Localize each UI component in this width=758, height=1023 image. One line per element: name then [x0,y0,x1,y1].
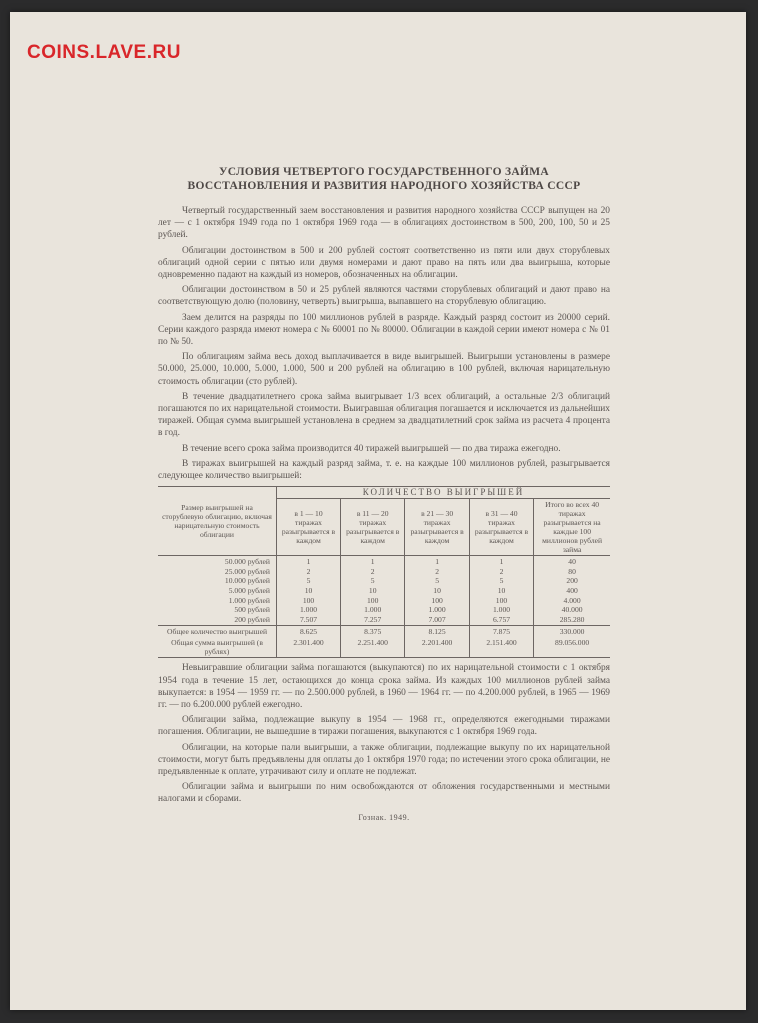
paragraph: Четвертый государственный заем восстановления и развития народного хозяйства СССР выпущен на 20 лет — с 1 октября 1949 года по 1 октября 1969 года — в облигациях достоинством в 500, 200, 100, 50 и 25 рублей. [158,206,610,241]
paragraph: Заем делится на разряды по 100 миллионов рублей в разряде. Каждый разряд состоит из 20000 серий. Серии каждого разряда имеют номера с № 60001 по № 80000. Облигации в каждой серии имеют номера с № 01 по № 50. [158,312,610,348]
prize-table [158,486,610,658]
table-cell: 80 [568,566,576,576]
table-cell: 100 [302,595,315,605]
table-cell: 10 [497,586,506,596]
table-cell: 5 [499,576,504,586]
table-cell: 2.151.400 [469,637,533,658]
table-cell: 1.000 [428,605,446,615]
paragraph: В тиражах выигрышей на каждый разряд займа, т. е. на каждые 100 миллионов рублей, разыгрывается следующее количество выигрышей: [158,458,610,482]
column-total-values [534,556,610,626]
table-cell: 10 [433,586,441,596]
prize-size: 500 рублей [234,605,270,615]
bond-paper [10,12,746,1010]
prize-size: 25.000 рублей [224,566,270,576]
table-cell: 40.000 [561,605,583,615]
table-cell: 200 [566,576,578,586]
column-header: в 11 — 20 тиражах разыгрывается в каждом [341,499,405,556]
table-cell: 40 [568,557,576,567]
column-4-values [469,556,533,626]
table-cell: 2 [499,566,504,576]
table-cell: 7.007 [428,614,446,624]
table-cell: 1 [435,557,439,567]
total-count-label: Общее количество выигрышей [166,627,268,637]
table-cell: 10 [304,586,313,596]
paragraph: Облигации займа и выигрыши по ним освобождаются от обложения государственными и местными налогами и сборами. [158,782,610,805]
column-header: в 21 — 30 тиражах разыгрывается в каждом [405,499,469,556]
table-cell: 8.375 [341,626,405,638]
table-cell: 2.201.400 [405,637,469,658]
paragraph: Облигации, на которые пали выигрыши, а также облигации, подлежащие выкупу по их нарицательной стоимости, могут быть предъявлены для оплаты до 1 октября 1970 года; по истечении этого срока облигации, не предъявленные к оплате, утрачивают силу и оплате не подлежат. [158,742,610,778]
table-cell: 100 [431,595,443,605]
table-cell: 6.757 [492,614,511,624]
table-cell: 2.251.400 [341,637,405,658]
table-cell: 1.000 [364,605,382,615]
prize-count-header: КОЛИЧЕСТВО ВЫИГРЫШЕЙ [277,487,611,499]
paragraph: По облигациям займа весь доход выплачивается в виде выигрышей. Выигрыши установлены в размере 50.000, 25.000, 10.000, 5.000, 1.000, 500 и 200 рублей на облигацию в 100 рублей, включая нарицательную стоимость облигации (сто рублей). [158,352,610,387]
column-1-values [277,556,341,626]
table-cell: 285.280 [559,614,585,624]
table-cell: 7.507 [299,614,318,624]
column-2-values [341,556,405,626]
bond-conditions [158,165,610,824]
table-cell: 1 [499,557,504,567]
table-cell: 4.000 [563,595,581,605]
table-cell: 8.125 [405,626,469,638]
table-cell: 2.301.400 [277,637,341,658]
column-3-values [405,556,469,626]
table-cell: 2 [370,566,375,576]
column-header: Итого во всех 40 тиражах разыгрывается на каждые 100 миллионов рублей займа [534,499,610,556]
prize-size: 200 рублей [234,614,270,624]
table-cell: 400 [566,586,578,596]
paragraph: Невыигравшие облигации займа погашаются (выкупаются) по их нарицательной стоимости с 1 октября 1954 года в течение 15 лет, остающихся до конца срока займа. Из каждых 100 миллионов рублей займа выкупается: в 1954 — 1959 гг. — по 2.500.000 рублей, в 1960 — 1964 гг. — по 4.200.000 рублей, в 1965 — 1969 гг. — по 6.200.000 рублей ежегодно. [158,663,610,711]
table-cell: 100 [495,595,508,605]
prize-size: 1.000 рублей [228,595,270,605]
table-cell: 1 [370,557,375,567]
table-cell: 100 [367,595,379,605]
table-cell: 1 [306,557,311,567]
title-line-2: ВОССТАНОВЛЕНИЯ И РАЗВИТИЯ НАРОДНОГО ХОЗЯЙСТВА СССР [187,180,581,192]
title-line-1: УСЛОВИЯ ЧЕТВЕРТОГО ГОСУДАРСТВЕННОГО ЗАЙМА [218,166,550,178]
page-title [158,165,610,193]
table-cell: 5 [306,576,311,586]
table-cell: 2 [306,566,311,576]
paragraph: Облигации займа, подлежащие выкупу в 1954 — 1968 гг., определяются ежегодными тиражами погашения. Облигации, не вышедшие в тиражи погашения, выкупаются с 1 октября 1969 года. [158,715,610,738]
prize-sizes [158,556,277,626]
paragraph: В течение двадцатилетнего срока займа выигрывает 1/3 всех облигаций, а остальные 2/3 облигаций погашаются по их нарицательной стоимости. Выигравшая облигация погашается и исключается из дальнейших тиражей. Общая сумма выигрышей установлена в среднем за двадцатилетний срок займа из расчета 4 процента в год. [158,391,610,439]
table-cell: 5 [370,576,375,586]
prize-size: 5.000 рублей [228,586,270,596]
table-cell: 2 [435,566,439,576]
watermark-logo: COINS.LAVE.RU [27,42,181,63]
table-cell: 1.000 [299,605,318,615]
table-cell: 89.056.000 [534,637,610,658]
table-cell: 1.000 [492,605,511,615]
paragraph: Облигации достоинством в 50 и 25 рублей являются частями сторублевых облигаций и дают право на соответствующую долю (половину, четверть) выигрыша, выпавшего на сторублевую облигацию. [158,285,610,308]
table-cell: 330.000 [534,626,610,638]
paragraph: Облигации достоинством в 500 и 200 рублей состоят соответственно из пяти или двух сторублевых облигаций одной серии с пятью или двумя номерами и дают право на пять или два выигрыша, которые одновременно падают на каждый из номеров, обозначенных на облигации. [158,245,610,281]
table-cell: 5 [435,576,439,586]
column-header: в 31 — 40 тиражах разыгрывается в каждом [469,499,533,556]
total-sum-label: Общая сумма выигрышей (в рублях) [171,638,263,657]
table-cell: 10 [368,586,377,596]
prize-size: 10.000 рублей [224,576,270,586]
table-cell: 7.875 [469,626,533,638]
column-header: в 1 — 10 тиражах разыгрывается в каждом [277,499,341,556]
printer-imprint: Гознак. 1949. [358,812,410,822]
prize-size-header: Размер выигрышей на сторублевую облигацию, включая нарицательную стоимость облигации [162,503,272,540]
table-cell: 8.625 [277,626,341,638]
prize-size: 50.000 рублей [224,557,270,567]
table-cell: 7.257 [364,614,382,624]
paragraph: В течение всего срока займа производится 40 тиражей выигрышей — по два тиража ежегодно. [182,443,561,454]
